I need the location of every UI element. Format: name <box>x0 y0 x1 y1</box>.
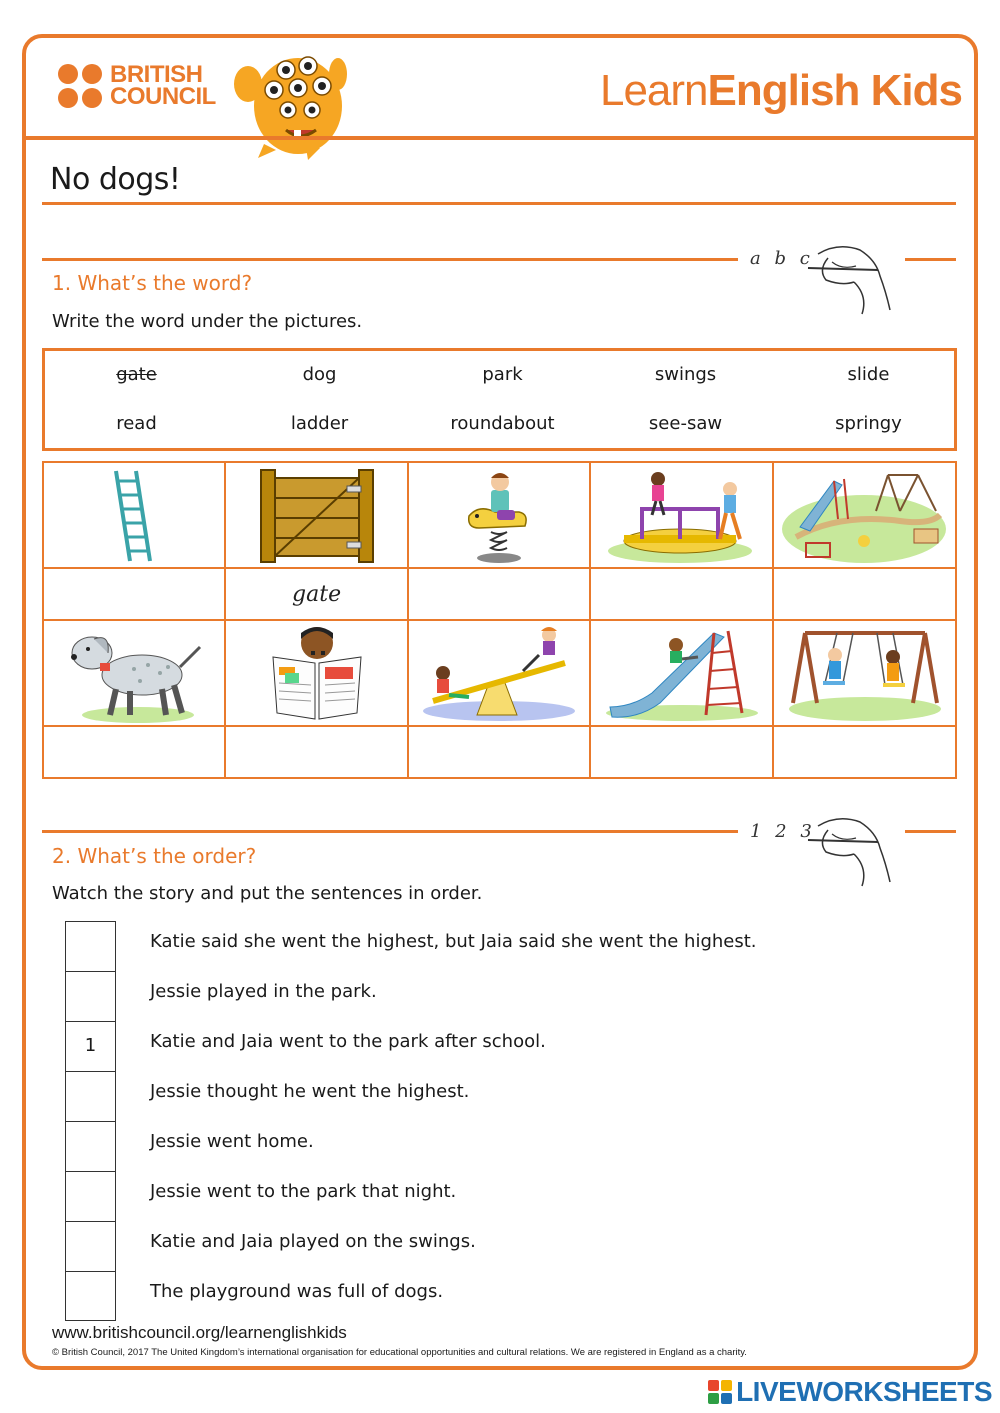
order-sentence: Katie and Jaia played on the swings. <box>150 1231 476 1252</box>
slide-icon <box>602 623 762 723</box>
picture-cell <box>225 620 407 726</box>
british-council-dots-icon <box>58 64 102 108</box>
order-sentence: The playground was full of dogs. <box>150 1281 444 1302</box>
order-number-box[interactable] <box>65 971 116 1021</box>
picture-cell <box>408 620 591 726</box>
answer-cell[interactable] <box>225 726 407 778</box>
word-bank-item: swings <box>654 364 717 385</box>
section1-hand-label: a b c <box>750 248 814 269</box>
picture-cell <box>408 462 591 568</box>
order-list <box>65 921 865 1321</box>
word-bank-item: slide <box>847 364 890 385</box>
order-number-box[interactable] <box>65 1071 116 1121</box>
order-sentence: Jessie played in the park. <box>150 981 377 1002</box>
word-bank-item: see-saw <box>648 413 723 434</box>
liveworksheets-logo-icon <box>708 1380 732 1404</box>
word-bank-item: roundabout <box>450 413 555 434</box>
section1-rule-right <box>905 258 956 261</box>
answer-cell[interactable] <box>225 568 407 620</box>
word-bank-item: springy <box>835 413 902 434</box>
section1-instruction: Write the word under the pictures. <box>52 311 363 332</box>
picture-cell <box>590 620 773 726</box>
section2-rule-right <box>905 830 956 833</box>
order-sentence: Jessie went to the park that night. <box>150 1181 457 1202</box>
order-sentence: Jessie thought he went the highest. <box>150 1081 470 1102</box>
dog-icon <box>64 623 204 723</box>
picture-cell <box>43 620 225 726</box>
picture-cell <box>590 462 773 568</box>
answer-cell[interactable] <box>408 568 591 620</box>
word-bank-item: park <box>482 364 523 385</box>
park-icon <box>780 465 950 565</box>
section2-rule-left <box>42 830 738 833</box>
writing-hand-icon <box>798 812 898 888</box>
order-row <box>65 1121 865 1171</box>
answer-cell[interactable] <box>773 568 956 620</box>
learnenglish-kids-logo <box>600 66 962 116</box>
page-title: No dogs! <box>50 162 181 197</box>
order-number-box[interactable]: 1 <box>65 1021 116 1071</box>
picture-cell <box>225 462 407 568</box>
order-row <box>65 921 865 971</box>
newspaper-reading-icon <box>267 623 367 723</box>
roundabout-icon <box>602 465 762 565</box>
writing-hand-icon <box>798 240 898 316</box>
section2-instruction: Watch the story and put the sentences in order. <box>52 883 483 904</box>
order-row <box>65 971 865 1021</box>
order-number-box[interactable] <box>65 1271 116 1321</box>
swings-icon <box>785 623 945 723</box>
lek-english: English <box>707 66 860 115</box>
british-council-logo <box>58 61 216 110</box>
picture-grid <box>42 461 957 779</box>
word-bank <box>42 348 957 451</box>
answer-cell[interactable] <box>590 726 773 778</box>
order-sentence: Katie said she went the highest, but Jaia said she went the highest. <box>150 931 757 952</box>
bc-line-2: COUNCIL <box>110 83 216 110</box>
header-divider <box>22 136 978 140</box>
picture-cell <box>43 462 225 568</box>
order-row <box>65 1271 865 1321</box>
order-row <box>65 1071 865 1121</box>
springy-icon <box>459 466 539 564</box>
answer-cell[interactable] <box>43 726 225 778</box>
section2-title: 2. What’s the order? <box>52 844 257 868</box>
answer-cell[interactable] <box>408 726 591 778</box>
word-bank-item: read <box>116 413 157 434</box>
liveworksheets-brand <box>708 1376 992 1408</box>
title-divider <box>42 202 956 205</box>
word-bank-item: gate <box>116 364 157 385</box>
gate-icon <box>257 466 377 564</box>
answer-cell[interactable] <box>590 568 773 620</box>
answer-cell[interactable] <box>773 726 956 778</box>
bc-line-1: BRITISH <box>110 61 203 88</box>
order-number-box[interactable] <box>65 1121 116 1171</box>
picture-cell <box>773 462 956 568</box>
order-sentence: Jessie went home. <box>150 1131 314 1152</box>
lek-kids: Kids <box>859 66 962 115</box>
liveworksheets-text: LIVEWORKSHEETS <box>736 1376 992 1407</box>
monster-mascot-icon <box>228 44 348 160</box>
word-bank-item: ladder <box>290 413 349 434</box>
order-number-box[interactable] <box>65 1221 116 1271</box>
answer-cell[interactable] <box>43 568 225 620</box>
order-row <box>65 1221 865 1271</box>
order-row <box>65 1171 865 1221</box>
section1-title: 1. What’s the word? <box>52 271 253 295</box>
lek-learn: Learn <box>599 66 708 115</box>
section1-rule-left <box>42 258 738 261</box>
picture-cell <box>773 620 956 726</box>
order-row <box>65 1021 865 1071</box>
order-number-box[interactable] <box>65 921 116 971</box>
answer-text: gate <box>292 581 342 607</box>
footer-url[interactable]: www.britishcouncil.org/learnenglishkids <box>52 1323 347 1342</box>
footer-copyright: © British Council, 2017 The United Kingdom’s international organisation for educational opportunities and cultural relations. We are registered in England as a charity. <box>52 1347 747 1358</box>
order-number-box[interactable] <box>65 1171 116 1221</box>
order-sentence: Katie and Jaia went to the park after school. <box>150 1031 546 1052</box>
see-saw-icon <box>419 623 579 723</box>
section2-hand-label: 1 2 3 <box>750 821 816 842</box>
ladder-icon <box>104 467 164 563</box>
word-bank-item: dog <box>302 364 337 385</box>
